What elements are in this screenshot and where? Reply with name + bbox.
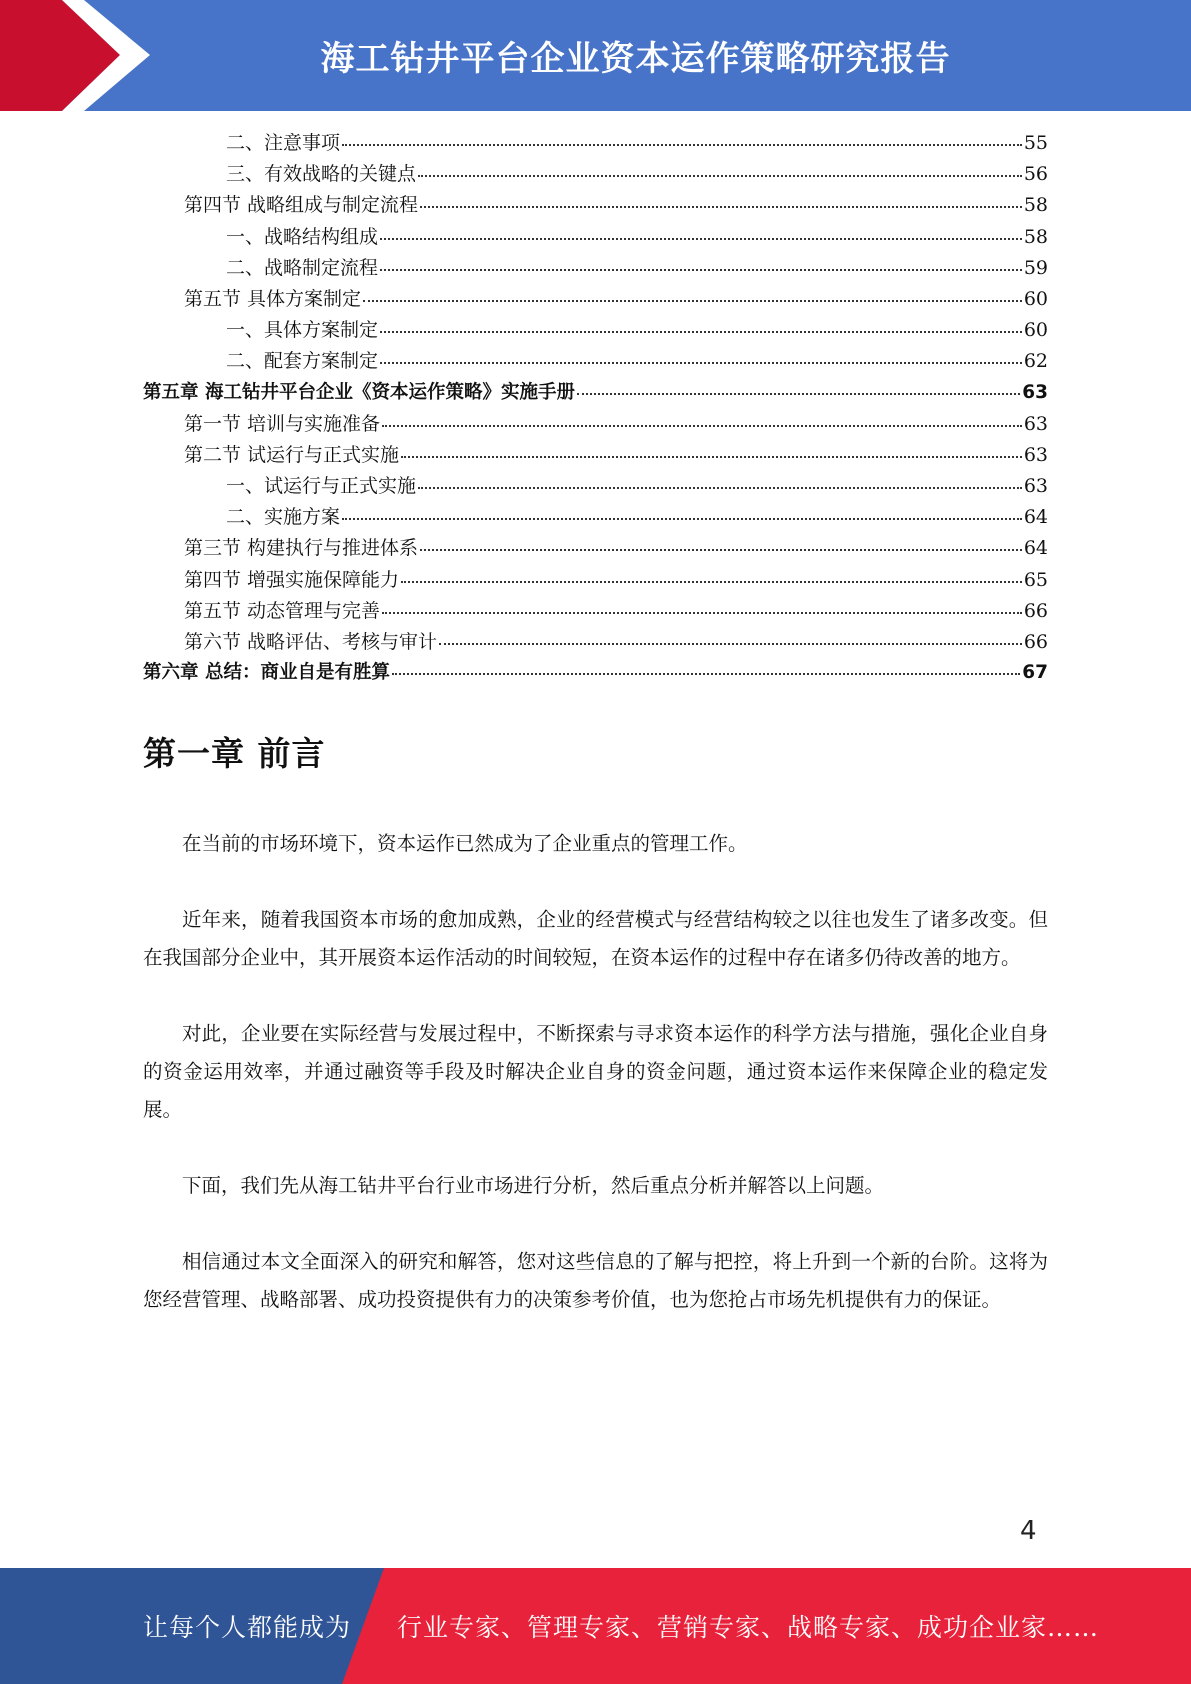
toc-entry-title: 第三节 构建执行与推进体系 [184,537,419,560]
body-paragraph: 相信通过本文全面深入的研究和解答，您对这些信息的了解与把控，将上升到一个新的台阶。这将为您经营管理、战略部署、成功投资提供有力的决策参考价值，也为您抢占市场先机提供有力的保证。 [143,1250,1048,1311]
body-paragraph: 近年来，随着我国资本市场的愈加成熟，企业的经营模式与经营结构较之以往也发生了诸多改变。但在我国部分企业中，其开展资本运作活动的时间较短，在资本运作的过程中存在诸多仍待改善的地方。 [143,908,1048,969]
toc-entry[interactable] [143,471,1048,502]
footer-banner [0,1568,1191,1684]
toc-dot-leader [420,548,1022,551]
toc-entry[interactable] [143,190,1048,221]
chapter-title: 第一章 前言 [143,734,326,773]
toc-dot-leader [380,268,1022,271]
toc-entry-page: 59 [1023,256,1048,279]
toc-entry-title: 二、战略制定流程 [226,256,379,279]
toc-entry[interactable] [143,315,1048,346]
toc-entry-page: 60 [1023,287,1048,310]
toc-entry[interactable] [143,533,1048,564]
toc-dot-leader [380,361,1022,364]
report-title: 海工钻井平台企业资本运作策略研究报告 [320,39,951,79]
toc-dot-leader [401,580,1022,583]
body-paragraph: 在当前的市场环境下，资本运作已然成为了企业重点的管理工作。 [182,832,748,855]
page-number: 4 [1020,1516,1037,1546]
toc-entry-title: 三、有效战略的关键点 [226,163,417,186]
toc-dot-leader [418,174,1022,177]
toc-entry-title: 第四节 战略组成与制定流程 [184,194,419,217]
toc-entry-page: 56 [1023,163,1048,186]
toc-entry-title: 第六节 战略评估、考核与审计 [184,631,438,653]
body-paragraph: 下面，我们先从海工钻井平台行业市场进行分析，然后重点分析并解答以上问题。 [182,1174,885,1197]
toc-dot-leader [439,642,1022,645]
toc-entry[interactable] [143,502,1048,533]
toc-entry[interactable] [143,596,1048,627]
toc-entry-title: 第四节 增强实施保障能力 [184,568,400,591]
body-paragraph: 对此，企业要在实际经营与发展过程中，不断探索与寻求资本运作的科学方法与措施，强化企业自身的资金运用效率，并通过融资等手段及时解决企业自身的资金问题，通过资本运作来保障企业的稳定发展。 [143,1022,1048,1121]
toc-entry-page: 60 [1023,319,1048,342]
toc-entry[interactable] [143,253,1048,284]
footer-slogan-left: 让每个人都能成为 [143,1613,352,1642]
toc-entry-page: 64 [1023,506,1048,529]
toc-dot-leader [363,299,1022,302]
toc-entry-page: 55 [1023,132,1048,154]
toc-dot-leader [401,455,1022,458]
toc-entry-page: 63 [1023,443,1048,466]
toc-entry-title: 第二节 试运行与正式实施 [184,443,400,466]
toc-entry[interactable] [143,565,1048,596]
toc-entry-title: 二、配套方案制定 [226,350,379,373]
toc-dot-leader [380,330,1022,333]
toc-entry[interactable] [143,627,1048,658]
toc-entry-page: 67 [1022,662,1048,684]
toc-entry[interactable] [143,128,1048,159]
toc-entry-page: 64 [1023,537,1048,560]
toc-dot-leader [418,486,1022,489]
toc-dot-leader [342,517,1022,520]
toc-entry-page: 58 [1023,194,1048,217]
toc-dot-leader [577,392,1020,395]
toc-entry-title: 一、具体方案制定 [226,319,379,342]
toc-entry-page: 63 [1023,412,1048,435]
toc-entry-page: 66 [1023,599,1048,622]
toc-entry-page: 58 [1023,225,1048,248]
toc-entry-title: 第五节 动态管理与完善 [184,599,381,622]
toc-entry[interactable] [143,409,1048,440]
table-of-contents [143,128,1048,689]
toc-entry[interactable] [143,440,1048,471]
header-banner [0,0,1191,111]
toc-entry-title: 二、实施方案 [226,506,341,529]
toc-dot-leader [380,237,1022,240]
toc-dot-leader [342,143,1022,146]
footer-slogan-right: 行业专家、管理专家、营销专家、战略专家、成功企业家…… [397,1613,1100,1642]
toc-entry[interactable] [143,159,1048,190]
toc-dot-leader [382,424,1022,427]
toc-dot-leader [420,205,1022,208]
toc-dot-leader [392,672,1020,675]
toc-entry-title: 第五节 具体方案制定 [184,287,362,310]
toc-entry[interactable] [143,346,1048,377]
toc-entry-title: 一、战略结构组成 [226,225,379,248]
toc-entry[interactable] [143,658,1048,689]
toc-dot-leader [382,611,1022,614]
toc-entry-title: 一、试运行与正式实施 [226,475,417,498]
toc-entry-title: 第六章 总结：商业自是有胜算 [143,662,390,684]
toc-entry-page: 65 [1023,568,1048,591]
toc-entry-page: 66 [1023,631,1048,653]
toc-entry-title: 二、注意事项 [226,132,341,154]
toc-entry[interactable] [143,284,1048,315]
toc-entry[interactable] [143,222,1048,253]
toc-entry[interactable] [143,378,1048,409]
toc-entry-page: 63 [1022,381,1048,403]
toc-entry-title: 第五章 海工钻井平台企业《资本运作策略》实施手册 [143,381,575,403]
toc-entry-page: 63 [1023,475,1048,498]
toc-entry-page: 62 [1023,350,1048,373]
toc-entry-title: 第一节 培训与实施准备 [184,412,381,435]
chapter-body [143,825,1048,1357]
